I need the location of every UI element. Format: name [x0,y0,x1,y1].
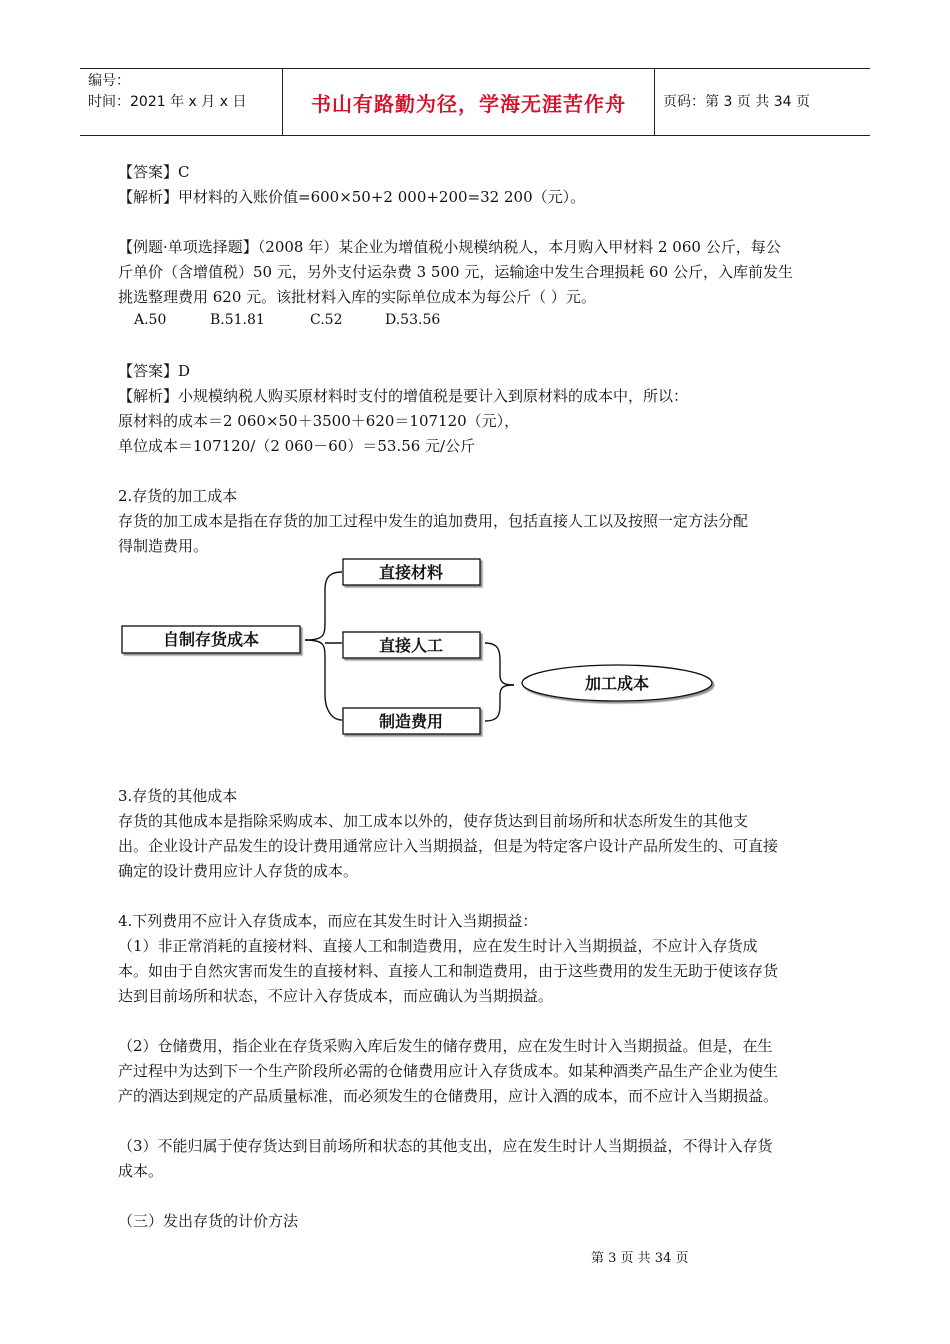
section-4-title: 4.下列费用不应计入存货成本，而应在其发生时计入当期损益： [118,912,538,930]
option-c: C.52 [310,312,343,328]
diagram-item2: 直接人工 [378,636,444,655]
explanation-2-line-3: 单位成本＝107120/（2 060－60）＝53.56 元/公斤 [118,437,476,455]
explanation-2-line-1: 【解析】小规模纳税人购买原材料时支付的增值税是要计入到原材料的成本中，所以： [118,387,689,405]
explanation-2-line-2: 原材料的成本＝2 060×50＋3500＋620＝107120（元）， [118,412,520,430]
diagram-item3: 制造费用 [378,712,444,731]
diagram-root: 自制存货成本 [162,630,260,649]
brace-upper-path [305,572,342,640]
section-4-p2-line-3: 产的酒达到规定的产品质量标准，而必须发生的仓储费用，应计入酒的成本，而不应计入当期损益。 [118,1087,779,1105]
explanation-1: 【解析】甲材料的入账价值=600×50+2 000+200=32 200（元）。 [118,188,586,206]
header-left [80,69,283,135]
right-brace-lower-path [485,685,514,721]
header-right [655,69,870,135]
header-motto: 书山有路勤为径，学海无涯苦作舟 [311,91,626,116]
page-header [80,68,870,136]
section-3-line-3: 确定的设计费用应计人存货的成本。 [118,862,359,880]
date-label: 时间：2021 年 x 月 x 日 [88,94,247,110]
right-brace-upper-path [485,643,514,685]
section-3-title: 3.存货的其他成本 [118,787,238,805]
answer-1: 【答案】C [118,163,190,181]
answer-2: 【答案】D [118,362,191,380]
section-4-p2-line-1: （2）仓储费用，指企业在存货采购入库后发生的储存费用，应在发生时计入当期损益。但是，在生 [118,1037,773,1055]
diagram-result: 加工成本 [584,674,650,693]
section-5-title: （三）发出存货的计价方法 [118,1212,299,1230]
section-4-p1-line-1: （1）非正常消耗的直接材料、直接人工和制造费用，应在发生时计入当期损益，不应计入存货成 [118,937,758,955]
option-a: A.50 [134,312,167,328]
section-4-p2-line-2: 产过程中为达到下一个生产阶段所必需的仓储费用应计入存货成本。如某种酒类产品生产企业为使生 [118,1062,779,1080]
section-2-line-1: 存货的加工成本是指在存货的加工过程中发生的追加费用，包括直接人工以及按照一定方法分配 [118,512,749,530]
diagram-item1: 直接材料 [378,563,444,582]
section-3-line-2: 出。企业设计产品发生的设计费用通常应计入当期损益，但是为特定客户设计产品所发生的、可直接 [118,837,779,855]
page-footer: 第 3 页 共 34 页 [591,1251,689,1266]
section-4-p1-line-3: 达到目前场所和状态，不应计入存货成本，而应确认为当期损益。 [118,987,554,1005]
section-4-p3-line-2: 成本。 [118,1162,164,1180]
section-4-p3-line-1: （3）不能归属于使存货达到目前场所和状态的其他支出，应在发生时计人当期损益，不得计入存货 [118,1137,773,1155]
section-2-line-2: 得制造费用。 [118,537,209,555]
number-label: 编号： [88,73,130,89]
section-3-line-1: 存货的其他成本是指除采购成本、加工成本以外的，使存货达到目前场所和状态所发生的其他支 [118,812,749,830]
section-4-p1-line-2: 本。如由于自然灾害而发生的直接材料、直接人工和制造费用，由于这些费用的发生无助于使该存货 [118,962,779,980]
header-center [283,69,655,135]
page-info: 页码：第 3 页 共 34 页 [663,93,810,110]
cost-diagram [100,545,750,745]
example-line-1: 【例题·单项选择题】（2008 年）某企业为增值税小规模纳税人，本月购入甲材料 2 060 公斤，每公 [118,238,781,256]
option-b: B.51.81 [210,312,265,328]
brace-lower-path [305,640,342,720]
example-line-2: 斤单价（含增值税）50 元，另外支付运杂费 3 500 元，运输途中发生合理损耗 60 公斤，入库前发生 [118,263,793,281]
example-line-3: 挑选整理费用 620 元。该批材料入库的实际单位成本为每公斤（ ）元。 [118,288,596,306]
section-2-title: 2.存货的加工成本 [118,487,238,505]
option-d: D.53.56 [385,312,441,328]
